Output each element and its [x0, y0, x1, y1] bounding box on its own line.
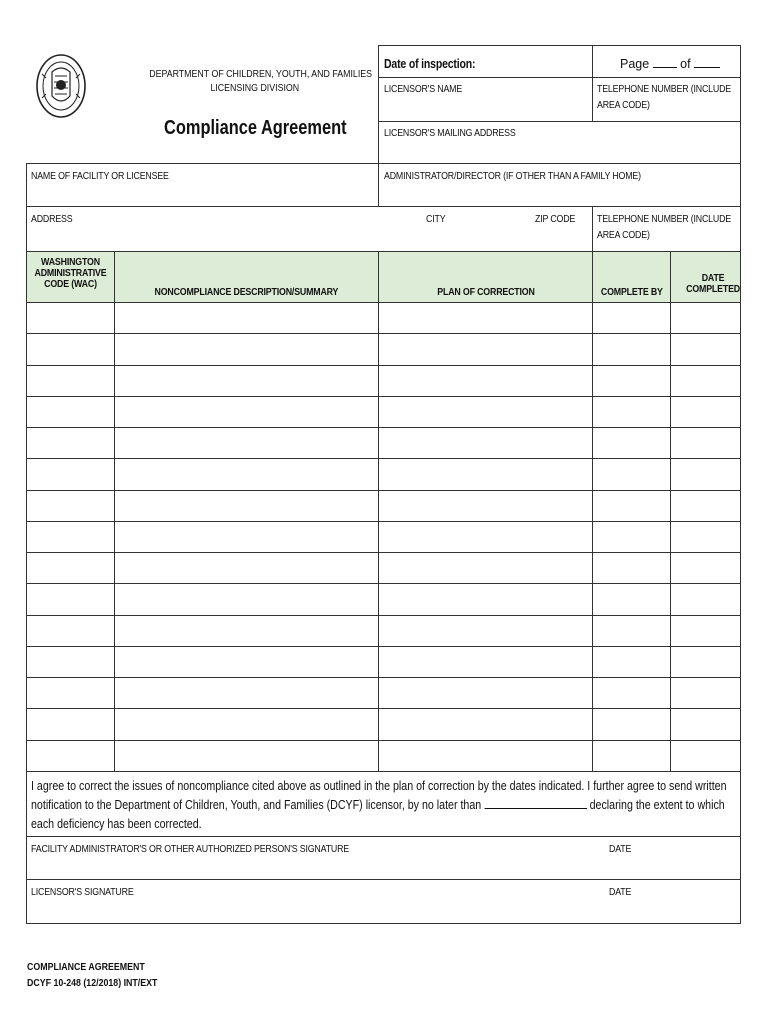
licensor-mailing-address-field[interactable]	[380, 122, 738, 162]
date-completed-cell[interactable]	[671, 522, 740, 552]
noncompliance-cell[interactable]	[115, 459, 378, 490]
facility-signature-field[interactable]	[28, 837, 603, 878]
wac-cell[interactable]	[27, 397, 114, 427]
date-completed-cell[interactable]	[671, 366, 740, 396]
date-completed-cell[interactable]	[671, 553, 740, 583]
wac-cell[interactable]	[27, 459, 114, 490]
noncompliance-cell[interactable]	[115, 491, 378, 521]
header-complete-by: COMPLETE BY	[600, 286, 663, 298]
facility-date-field[interactable]	[606, 837, 738, 878]
wac-cell[interactable]	[27, 428, 114, 458]
page-label: Page	[620, 57, 650, 71]
plan-cell[interactable]	[379, 397, 592, 427]
plan-cell[interactable]	[379, 647, 592, 677]
licensor-name-label: LICENSOR'S NAME	[384, 83, 463, 95]
date-completed-cell[interactable]	[671, 459, 740, 490]
plan-cell[interactable]	[379, 584, 592, 615]
page-number-field[interactable]	[653, 67, 677, 68]
wac-cell[interactable]	[27, 584, 114, 615]
noncompliance-cell[interactable]	[115, 397, 378, 427]
plan-cell[interactable]	[379, 303, 592, 333]
of-label: of	[680, 57, 691, 71]
date-completed-cell[interactable]	[671, 303, 740, 333]
noncompliance-cell[interactable]	[115, 678, 378, 708]
header-date-completed: DATE COMPLETED	[686, 272, 740, 295]
header-wac: WASHINGTON ADMINISTRATIVE CODE (WAC)	[34, 256, 107, 290]
address-field[interactable]	[28, 207, 423, 250]
licensor-signature-field[interactable]	[28, 880, 603, 922]
plan-cell[interactable]	[379, 334, 592, 365]
agreement-text: I agree to correct the issues of noncompliance cited above as outlined in the plan of correction by the dates indicated. I further agree to send written notification to the Department of Children, Youth, and Families (DCYF) licensor, by no later than declaring the extent to which each deficiency has been corrected.	[31, 779, 727, 831]
page-title: Compliance Agreement	[163, 117, 347, 139]
date-completed-cell[interactable]	[671, 647, 740, 677]
administrator-field[interactable]	[380, 164, 738, 205]
noncompliance-cell[interactable]	[115, 303, 378, 333]
date-completed-cell[interactable]	[671, 678, 740, 708]
zip-code-field[interactable]	[533, 207, 590, 250]
date-completed-cell[interactable]	[671, 397, 740, 427]
complete-by-cell[interactable]	[593, 334, 670, 365]
licensor-mailing-address-label: LICENSOR'S MAILING ADDRESS	[384, 127, 516, 139]
complete-by-cell[interactable]	[593, 303, 670, 333]
plan-cell[interactable]	[379, 491, 592, 521]
licensor-signature-label: LICENSOR'S SIGNATURE	[31, 886, 134, 898]
noncompliance-cell[interactable]	[115, 709, 378, 740]
complete-by-cell[interactable]	[593, 616, 670, 646]
footer-form-number: DCYF 10-248 (12/2018) INT/EXT	[27, 977, 158, 989]
date-completed-cell[interactable]	[671, 584, 740, 615]
notification-deadline-field[interactable]	[484, 808, 586, 809]
wac-cell[interactable]	[27, 647, 114, 677]
licensor-phone-field[interactable]	[594, 78, 739, 120]
plan-cell[interactable]	[379, 616, 592, 646]
city-label: CITY	[426, 213, 446, 225]
wac-cell[interactable]	[27, 616, 114, 646]
licensor-date-field[interactable]	[606, 880, 738, 922]
page-total-field[interactable]	[694, 67, 720, 68]
noncompliance-cell[interactable]	[115, 366, 378, 396]
address-label: ADDRESS	[31, 213, 73, 225]
wac-cell[interactable]	[27, 334, 114, 365]
noncompliance-cell[interactable]	[115, 553, 378, 583]
header-noncompliance: NONCOMPLIANCE DESCRIPTION/SUMMARY	[154, 286, 339, 298]
facility-name-field[interactable]	[28, 164, 376, 205]
wac-cell[interactable]	[27, 678, 114, 708]
facility-signature-label: FACILITY ADMINISTRATOR'S OR OTHER AUTHORIZED PERSON'S SIGNATURE	[31, 843, 350, 855]
complete-by-cell[interactable]	[593, 709, 670, 740]
footer-form-title: COMPLIANCE AGREEMENT	[27, 961, 145, 973]
noncompliance-cell[interactable]	[115, 647, 378, 677]
noncompliance-cell[interactable]	[115, 522, 378, 552]
header-plan-of-correction: PLAN OF CORRECTION	[436, 286, 535, 298]
complete-by-cell[interactable]	[593, 584, 670, 615]
complete-by-cell[interactable]	[593, 366, 670, 396]
wac-cell[interactable]	[27, 709, 114, 740]
licensor-phone-label: TELEPHONE NUMBER (INCLUDE AREA CODE)	[597, 83, 732, 111]
wac-cell[interactable]	[27, 491, 114, 521]
plan-cell[interactable]	[379, 522, 592, 552]
plan-cell[interactable]	[379, 459, 592, 490]
date-completed-cell[interactable]	[671, 334, 740, 365]
wac-cell[interactable]	[27, 741, 114, 771]
facility-phone-label: TELEPHONE NUMBER (INCLUDE AREA CODE)	[597, 213, 732, 241]
complete-by-cell[interactable]	[593, 459, 670, 490]
department-name: DEPARTMENT OF CHILDREN, YOUTH, AND FAMILIES	[149, 68, 373, 80]
facility-date-label: DATE	[609, 843, 632, 855]
complete-by-cell[interactable]	[593, 428, 670, 458]
complete-by-cell[interactable]	[593, 678, 670, 708]
plan-cell[interactable]	[379, 678, 592, 708]
page-number	[620, 56, 720, 72]
licensor-date-label: DATE	[609, 886, 632, 898]
wac-cell[interactable]	[27, 522, 114, 552]
plan-cell[interactable]	[379, 741, 592, 771]
licensor-name-field[interactable]	[380, 78, 590, 120]
plan-cell[interactable]	[379, 428, 592, 458]
date-completed-cell[interactable]	[671, 491, 740, 521]
division-name: LICENSING DIVISION	[210, 82, 300, 94]
plan-cell[interactable]	[379, 366, 592, 396]
wac-cell[interactable]	[27, 303, 114, 333]
washington-state-seal-icon	[34, 52, 88, 120]
administrator-label: ADMINISTRATOR/DIRECTOR (IF OTHER THAN A FAMILY HOME)	[384, 170, 641, 182]
complete-by-cell[interactable]	[593, 741, 670, 771]
wac-cell[interactable]	[27, 366, 114, 396]
noncompliance-cell[interactable]	[115, 741, 378, 771]
noncompliance-cell[interactable]	[115, 616, 378, 646]
noncompliance-cell[interactable]	[115, 584, 378, 615]
facility-phone-field[interactable]	[594, 207, 739, 250]
complete-by-cell[interactable]	[593, 553, 670, 583]
noncompliance-cell[interactable]	[115, 334, 378, 365]
city-field[interactable]	[424, 207, 532, 250]
facility-name-label: NAME OF FACILITY OR LICENSEE	[31, 170, 169, 182]
noncompliance-cell[interactable]	[115, 428, 378, 458]
date-of-inspection-field[interactable]	[476, 49, 588, 75]
date-completed-cell[interactable]	[671, 428, 740, 458]
plan-cell[interactable]	[379, 553, 592, 583]
complete-by-cell[interactable]	[593, 522, 670, 552]
zip-code-label: ZIP CODE	[535, 213, 576, 225]
complete-by-cell[interactable]	[593, 647, 670, 677]
wac-cell[interactable]	[27, 553, 114, 583]
complete-by-cell[interactable]	[593, 491, 670, 521]
date-completed-cell[interactable]	[671, 741, 740, 771]
date-of-inspection-label: Date of inspection:	[384, 57, 476, 71]
date-completed-cell[interactable]	[671, 616, 740, 646]
plan-cell[interactable]	[379, 709, 592, 740]
date-completed-cell[interactable]	[671, 709, 740, 740]
complete-by-cell[interactable]	[593, 397, 670, 427]
